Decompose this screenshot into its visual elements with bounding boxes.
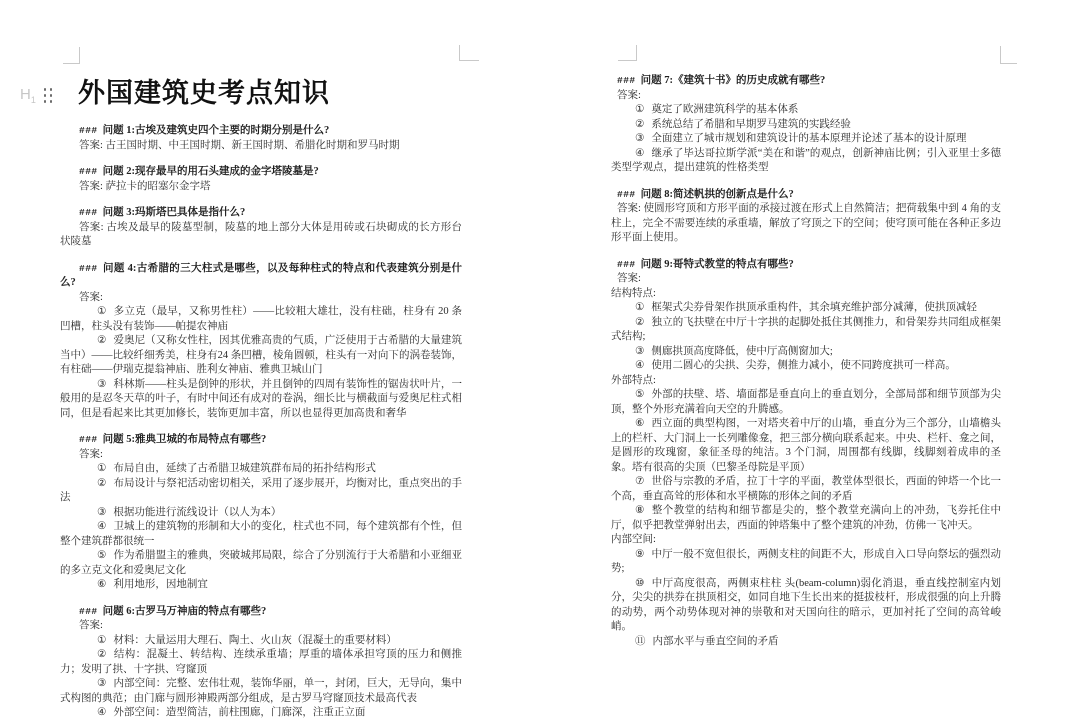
answer-list-item: ③ 侧廊拱顶高度降低，使中厅高侧窗加大; — [635, 345, 833, 357]
answer-list-item: ④ 外部空间：造型简洁，前柱围廊，门廊深，注重正立面 — [97, 707, 366, 718]
answer-list-item: ⑩ 中厅高度很高，两侧束柱柱 头(beam-column)弱化消退，垂直线控制室内划分，尖尖的拱券在拱顶相交，如同自地下生长出来的挺拔枝杆，形成很强的向上升腾的动势，两个动势体现对神的崇敬和对天国向往的暗示，更加衬托了空间的高耸峻峭。 — [611, 577, 1001, 632]
markdown-hash-prefix: ### — [79, 166, 98, 177]
answer-list-item: ③ 科林斯——柱头是倒钟的形状，并且倒钟的四周有装饰性的锯齿状叶片，一般用的是忍冬天草的叶子，有时中间还有成对的卷涡，细长比与横截面与爱奥尼柱式相同，但是看起来比其更加修长，装饰更加丰富，所以也显得更加高贵和奢华 — [60, 378, 462, 419]
circled-number: ③ — [635, 345, 645, 357]
answer-paragraph: 答案: 古埃及最早的陵墓型制，陵墓的地上部分大体是用砖或石块砌成的长方形台状陵墓 — [60, 221, 462, 247]
answer-paragraph: 答案: — [79, 291, 103, 303]
answer-list-item: ⑦ 世俗与宗教的矛盾，拉丁十字的平面，教堂体型很长，西面的钟塔一个比一个高，垂直高耸的形体和水平横陈的形体之间的矛盾 — [611, 476, 1001, 502]
answer-list-item: ② 布局设计与祭祀活动密切相关，采用了逐步展开，均衡对比，重点突出的手法 — [60, 477, 462, 503]
question-heading: ### 问题 5:雅典卫城的布局特点有哪些? — [79, 434, 267, 445]
answer-list-item: ③ 根据功能进行流线设计（以人为本） — [97, 506, 282, 518]
page-corner-mark — [459, 45, 479, 61]
answer-list-item: ① 布局自由，延续了古希腊卫城建筑群布局的拓扑结构形式 — [97, 463, 376, 474]
answer-list-item: ③ 全面建立了城市规划和建筑设计的基本原理并论述了基本的设计原理 — [635, 133, 967, 144]
heading-level-icon: $H_1$ — [20, 86, 36, 105]
answer-list-item: ② 爱奥尼（又称女性柱，因其优雅高贵的气质，广泛使用于古希腊的大量建筑当中）——比较纤细秀美，柱身有24 条凹槽，棱角圆顿，柱头有一对向下的涡卷装饰，有柱础——伊瑞克提翁神庙、胜利女神庙、雅典卫城山门 — [60, 335, 462, 375]
answer-list-item: ④ 卫城上的建筑物的形制和大小的变化，柱式也不同，每个建筑都有个性，但整个建筑群都很统一 — [60, 521, 462, 547]
question-heading: ### 问题 1:古埃及建筑史四个主要的时期分别是什么? — [79, 125, 330, 136]
markdown-hash-prefix: ### — [79, 605, 98, 617]
document-page-2 — [611, 62, 1001, 649]
answer-list-item: ① 框架式尖券骨架作拱顶承重构件，其余填充维护部分减薄，使拱顶减轻 — [635, 302, 977, 313]
document-page-1 — [60, 78, 462, 721]
circled-number: ⑩ — [635, 577, 645, 589]
circled-number: ② — [635, 316, 645, 328]
answer-list-item: ② 系统总结了希腊和早期罗马建筑的实践经验 — [635, 118, 851, 130]
circled-number: ⑥ — [97, 579, 107, 590]
section-label: 内部空间: — [611, 534, 656, 545]
answer-list-item: ① 多立克（最早，又称男性柱）——比较粗大雄壮，没有柱础，柱身有 20 条凹槽，柱头没有装饰——帕提农神庙 — [60, 306, 463, 332]
answer-list-item: ④ 使用二圆心的尖拱、尖券，侧推力减小，使不同跨度拱可一样高。 — [635, 360, 956, 371]
answer-paragraph: 答案: — [617, 273, 641, 284]
answer-paragraph: 答案: 使圆形穹顶和方形平面的承接过渡在形式上自然简洁；把荷载集中到 4 角的支柱上，完全不需要连续的承重墙，解放了穹顶之下的空间；使穹顶可能在各种正多边形平面上使用。 — [611, 203, 1001, 243]
circled-number: ① — [97, 463, 107, 474]
question-heading: ### 问题 4:古希腊的三大柱式是哪些，以及每种柱式的特点和代表建筑分别是什么? — [60, 262, 462, 288]
circled-number: ② — [97, 477, 107, 489]
markdown-hash-prefix: ### — [617, 188, 636, 200]
answer-paragraph: 答案: — [79, 448, 103, 460]
question-heading: ### 问题 9:哥特式教堂的特点有哪些? — [617, 258, 794, 270]
circled-number: ① — [97, 634, 107, 646]
question-heading: ### 问题 6:古罗马万神庙的特点有哪些? — [79, 605, 267, 617]
circled-number: ① — [635, 104, 645, 115]
answer-list-item: ⑨ 中厅一般不宽但很长，两侧支柱的间距不大，形成自入口导向祭坛的强烈动势; — [611, 548, 1001, 574]
circled-number: ⑤ — [635, 389, 645, 400]
circled-number: ② — [97, 335, 107, 346]
answer-list-item: ④ 继承了毕达哥拉斯学派“美在和谐”的观点，创新神庙比例；引入亚里士多德类型学观点，提出建筑的性格类型 — [611, 147, 1001, 173]
answer-list-item: ⑤ 作为希腊盟主的雅典，突破城邦局限，综合了分别流行于大希腊和小亚细亚的多立克文化和爱奥尼文化 — [60, 550, 462, 576]
circled-number: ⑦ — [635, 476, 645, 487]
answer-list-item: ⑧ 整个教堂的结构和细节都是尖的，整个教堂充满向上的冲劲，飞券托住中厅，似乎把教堂弹射出去，西面的钟塔集中了整个建筑的冲劲，仿佛一飞冲天。 — [611, 505, 1001, 531]
circled-number: ④ — [635, 360, 645, 371]
block-gutter — [20, 87, 54, 105]
circled-number: ⑪ — [635, 635, 646, 647]
section-label: 外部特点: — [611, 374, 656, 386]
circled-number: ⑧ — [635, 505, 645, 516]
page-1-body — [60, 124, 462, 721]
markdown-hash-prefix: ### — [617, 258, 636, 270]
answer-paragraph: 答案: 古王国时期、中王国时期、新王国时期、希腊化时期和罗马时期 — [79, 139, 400, 151]
circled-number: ① — [97, 306, 107, 317]
answer-paragraph: 答案: 萨拉卡的昭塞尔金字塔 — [79, 180, 211, 192]
circled-number: ③ — [97, 678, 107, 689]
circled-number: ③ — [97, 506, 107, 518]
answer-paragraph: 答案: — [79, 620, 103, 631]
circled-number: ④ — [97, 707, 107, 718]
answer-paragraph: 答案: — [617, 89, 641, 101]
answer-list-item: ⑥ 利用地形，因地制宜 — [97, 579, 208, 590]
markdown-hash-prefix: ### — [79, 125, 98, 136]
question-heading: ### 问题 7:《建筑十书》的历史成就有哪些? — [617, 75, 826, 86]
page-2-body — [611, 74, 1001, 649]
circled-number: ③ — [635, 133, 645, 144]
circled-number: ③ — [97, 378, 107, 390]
question-heading: ### 问题 8:简述帆拱的创新点是什么? — [617, 188, 794, 200]
markdown-hash-prefix: ### — [79, 207, 98, 218]
section-label: 结构特点: — [611, 287, 656, 299]
drag-handle-icon[interactable] — [44, 88, 54, 104]
circled-number: ⑨ — [635, 548, 645, 560]
question-heading: ### 问题 3:玛斯塔巴具体是指什么? — [79, 207, 246, 218]
answer-list-item: ③ 内部空间：完整、宏伟壮观，装饰华丽，单一，封闭，巨大，无导向，集中式构图的典范；由门廊与圆形神殿两部分组成，是古罗马穹窿顶技术最高代表 — [60, 678, 462, 704]
page-corner-mark — [1000, 46, 1017, 64]
answer-list-item: ② 结构：混凝土、转结构、连续承重墙；厚重的墙体承担穹顶的压力和侧推力；发明了拱、十字拱、穹窿顶 — [60, 649, 462, 675]
circled-number: ⑤ — [97, 550, 107, 561]
circled-number: ④ — [635, 147, 645, 159]
answer-list-item: ⑤ 外部的扶壁、塔、墙面都是垂直向上的垂直划分，全部局部和细节顶部为尖顶，整个外形充满着向天空的升腾感。 — [611, 389, 1001, 415]
answer-list-item: ① 材料：大量运用大理石、陶土、火山灰（混凝土的重要材料） — [97, 634, 397, 646]
answer-list-item: ① 奠定了欧洲建筑科学的基本体系 — [635, 104, 799, 115]
markdown-hash-prefix: ### — [79, 262, 98, 274]
circled-number: ④ — [97, 521, 107, 532]
circled-number: ⑥ — [635, 418, 645, 429]
question-heading: ### 问题 2:现存最早的用石头建成的金字塔陵墓是? — [79, 166, 319, 177]
circled-number: ① — [635, 302, 645, 313]
document-title: 外国建筑史考点知识 — [78, 78, 330, 108]
page-corner-mark — [63, 47, 80, 64]
page-corner-mark — [618, 45, 637, 61]
circled-number: ② — [635, 118, 645, 130]
answer-list-item: ② 独立的飞扶壁在中厅十字拱的起脚处抵住其侧推力，和骨架券共同组成框架式结构; — [611, 316, 1001, 342]
circled-number: ② — [97, 649, 107, 660]
markdown-hash-prefix: ### — [79, 434, 98, 445]
markdown-hash-prefix: ### — [617, 75, 636, 86]
answer-list-item: ⑥ 西立面的典型构图，一对塔夹着中厅的山墙，垂直分为三个部分，山墙檐头上的栏杆、大门洞上一长列雕像龛，把三部分横向联系起来。中央、栏杆、龛之间，是圆形的玫瑰窗，象征圣母的纯洁。3 个门洞，周围都有线脚，线脚刻着成串的圣象。塔有很高的尖顶（巴黎圣母院是平顶） — [611, 418, 1001, 473]
answer-list-item: ⑪ 内部水平与垂直空间的矛盾 — [635, 635, 779, 647]
